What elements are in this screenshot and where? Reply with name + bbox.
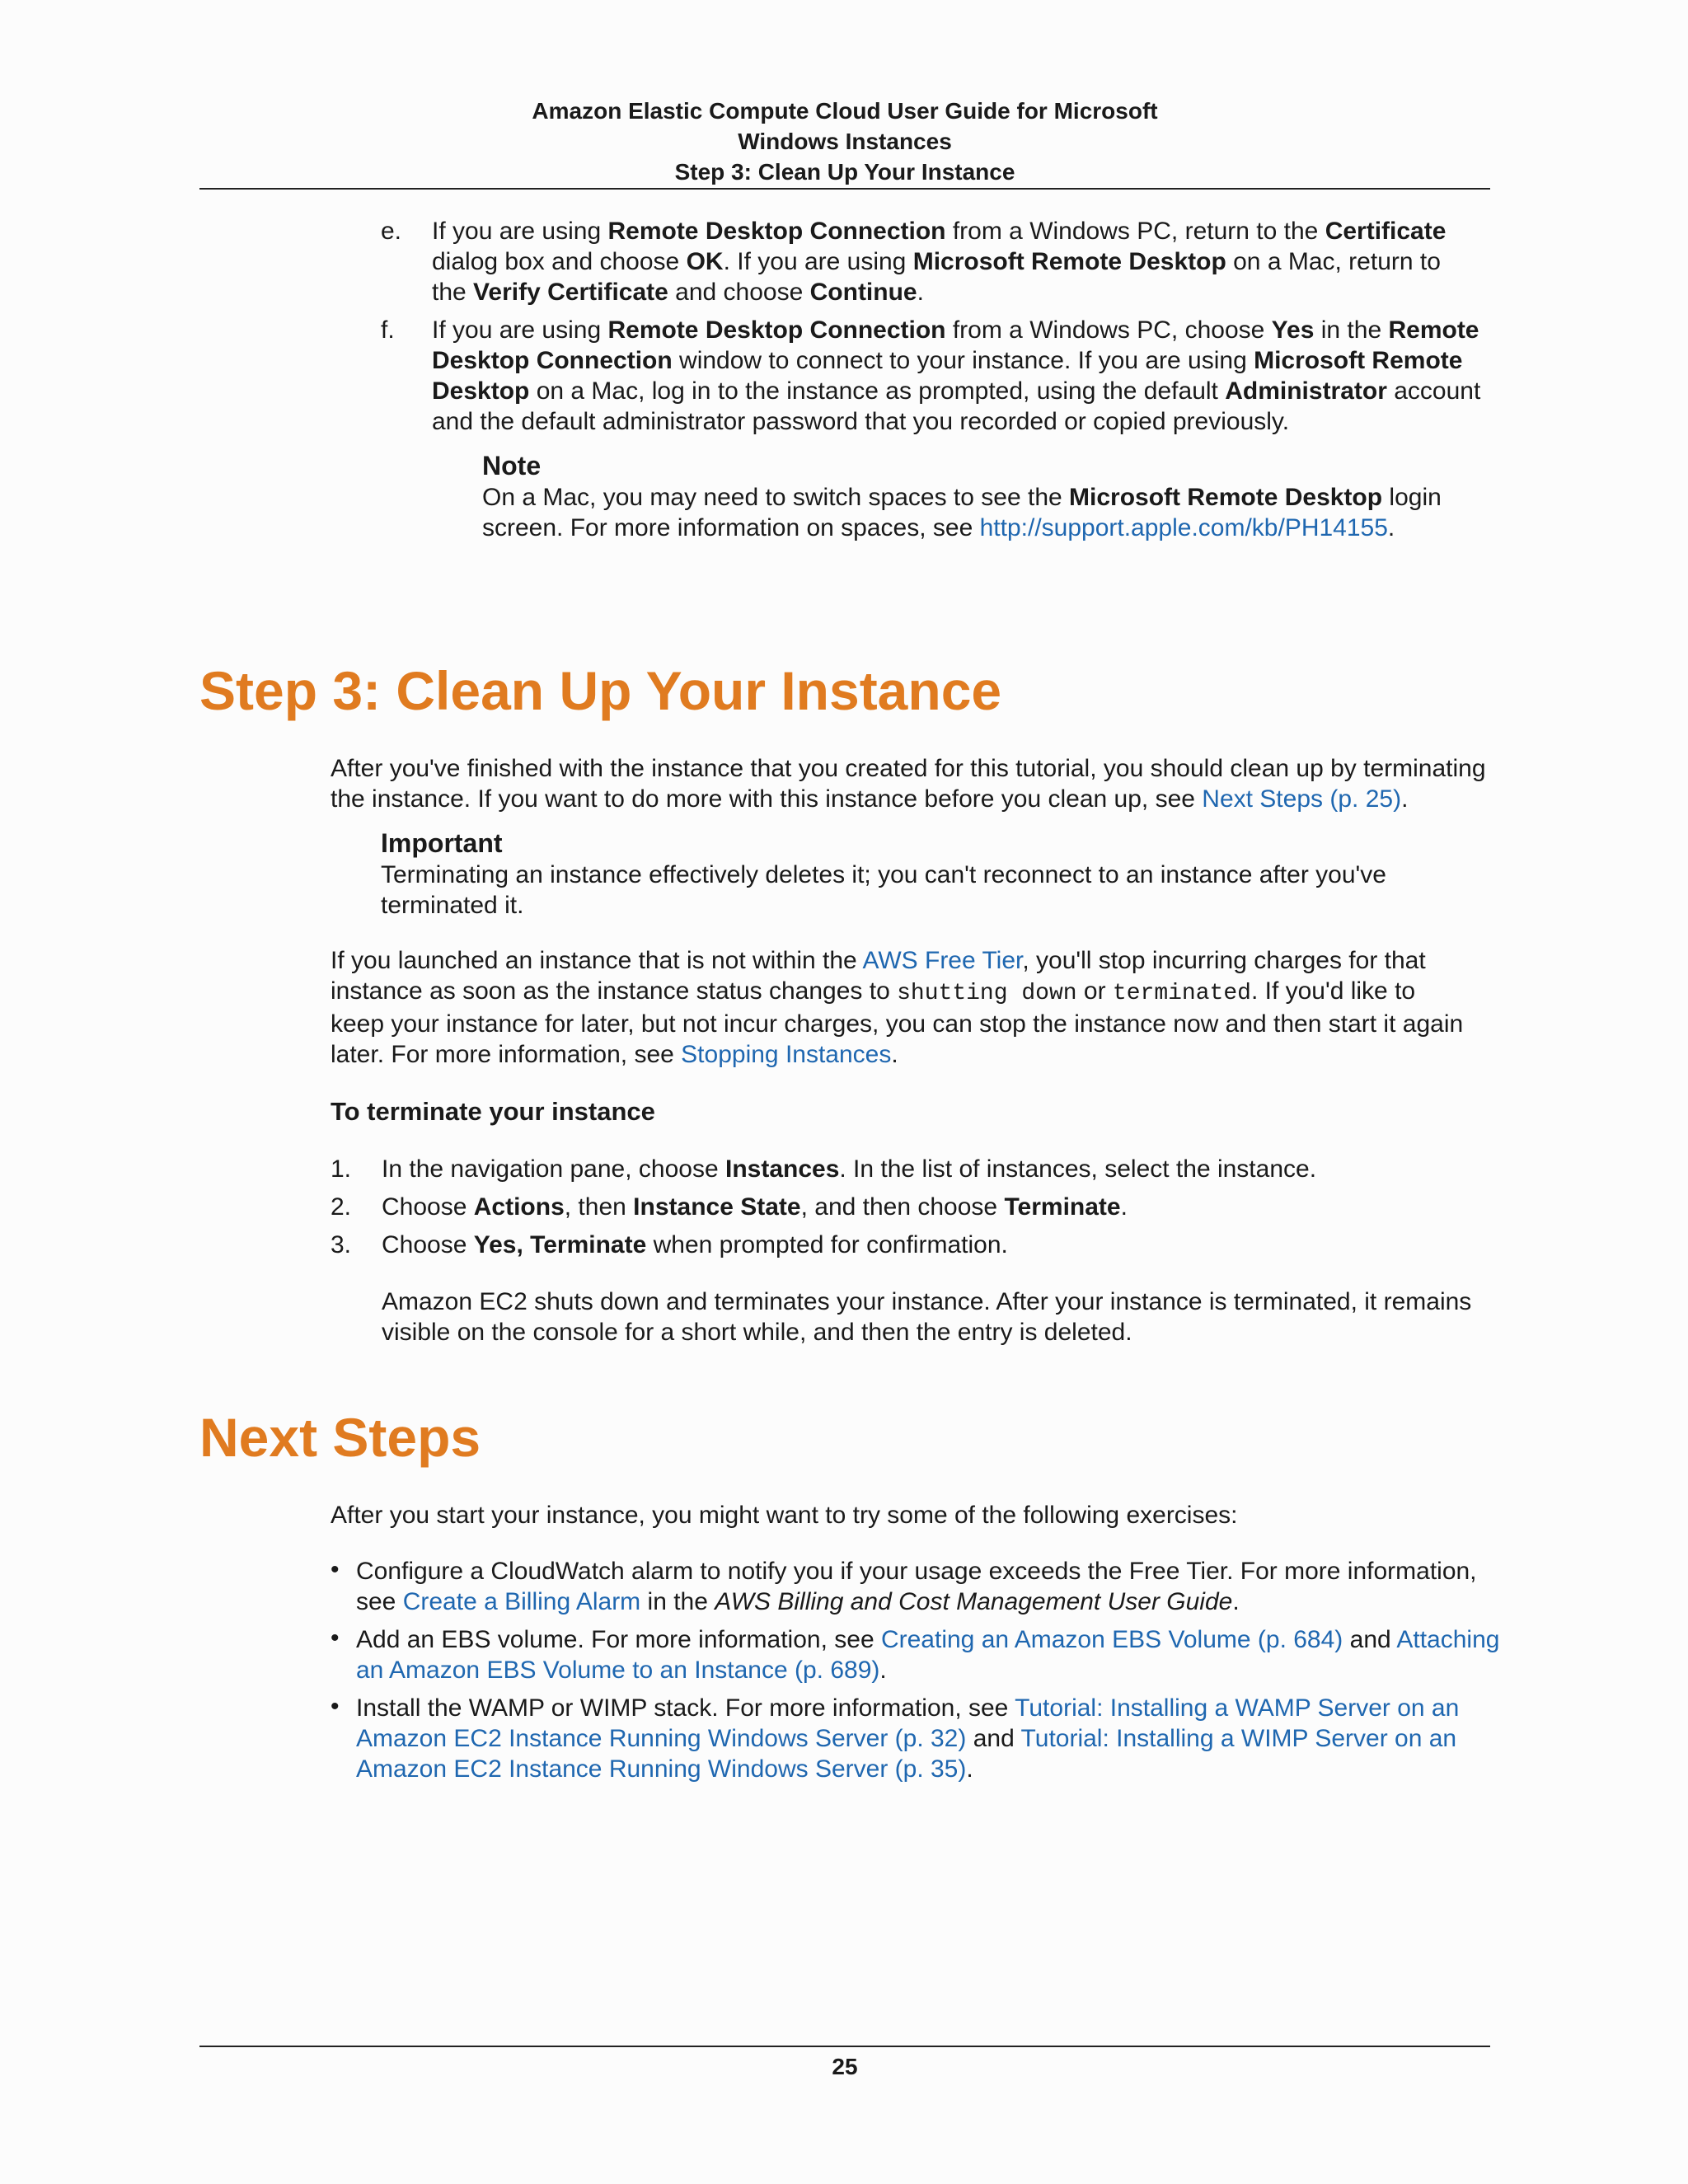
note-callout <box>482 449 1492 543</box>
header-line-2: Windows Instances <box>738 129 952 154</box>
section-title-next-steps: Next Steps <box>199 1407 481 1468</box>
wimp-tutorial-link-cont[interactable]: Amazon EC2 Instance Running Windows Server (p. 35) <box>356 1755 967 1783</box>
next-steps-link[interactable]: Next Steps (p. 25) <box>1202 785 1402 813</box>
important-title: Important <box>381 828 503 858</box>
apple-support-link[interactable]: http://support.apple.com/kb/PH14155 <box>979 514 1388 541</box>
bullet-item-billing-alarm: Configure a CloudWatch alarm to notify you if your usage exceeds the Free Tier. For more information, see Create a Billing Alarm in the AWS Billing and Cost Management User Guide. <box>356 1558 1477 1615</box>
header-rule <box>199 188 1490 190</box>
terminate-result-paragraph: Amazon EC2 shuts down and terminates your instance. After your instance is terminated, it remains visible on the console for a short while, and then the entry is deleted. <box>382 1288 1472 1346</box>
note-text: On a Mac, you may need to switch spaces to see the Microsoft Remote Desktop login screen. For more information on spaces, see http://support.apple.com/kb/PH14155. <box>482 484 1442 541</box>
aws-free-tier-link[interactable]: AWS Free Tier <box>862 947 1023 974</box>
cleanup-paragraph-1: After you've finished with the instance that you created for this tutorial, you should clean up by terminating the instance. If you want to do more with this instance before you clean up, see Next Steps (p. 25). <box>331 755 1486 813</box>
footer-rule <box>199 2046 1490 2047</box>
stopping-instances-link[interactable]: Stopping Instances <box>681 1041 892 1068</box>
step-f-marker: f. <box>381 316 395 344</box>
step-3-text: Choose Yes, Terminate when prompted for confirmation. <box>382 1231 1008 1258</box>
procedure-title: To terminate your instance <box>331 1097 655 1126</box>
wamp-tutorial-link-cont[interactable]: Amazon EC2 Instance Running Windows Server (p. 32) <box>356 1725 967 1752</box>
create-billing-alarm-link[interactable]: Create a Billing Alarm <box>402 1588 641 1615</box>
next-steps-intro: After you start your instance, you might want to try some of the following exercises: <box>331 1502 1238 1529</box>
attaching-ebs-volume-link[interactable]: Attaching <box>1396 1626 1500 1653</box>
running-header <box>199 96 1490 187</box>
step-f-text: If you are using Remote Desktop Connection from a Windows PC, choose Yes in the Remote Desktop Connection window to connect to your instance. If you are using Microsoft Remote Desktop on a Mac, log in to the instance as prompted, using the default Administrator account and the default administrator password that you recorded or copied previously. <box>432 316 1481 435</box>
note-title: Note <box>482 451 542 480</box>
bullet-marker: • <box>331 1693 340 1720</box>
code-shutting-down: shutting down <box>897 981 1077 1006</box>
step-e-marker: e. <box>381 218 402 245</box>
bullet-marker: • <box>331 1556 340 1583</box>
step-2-text: Choose Actions, then Instance State, and then choose Terminate. <box>382 1193 1128 1221</box>
cleanup-paragraph-2: If you launched an instance that is not within the AWS Free Tier, you'll stop incurring charges for that instance as soon as the instance status changes to shutting down or terminated. If you'd like to keep your instance for later, but not incur charges, you can stop the instance now and then start it again later. For more information, see Stopping Instances. <box>331 947 1464 1068</box>
bullet-item-ebs-volume: Add an EBS volume. For more information, see Creating an Amazon EBS Volume (p. 684) and Attaching an Amazon EBS Volume to an Instance (p. 689). <box>356 1626 1500 1684</box>
header-line-1: Amazon Elastic Compute Cloud User Guide for Microsoft <box>532 98 1158 124</box>
header-line-3: Step 3: Clean Up Your Instance <box>674 159 1015 185</box>
step-e-text: If you are using Remote Desktop Connection from a Windows PC, return to the Certificate dialog box and choose OK. If you are using Microsoft Remote Desktop on a Mac, return to the Verify Certificate and choose Continue. <box>432 218 1447 306</box>
bullet-marker: • <box>331 1624 340 1652</box>
section-title-cleanup: Step 3: Clean Up Your Instance <box>199 660 1002 721</box>
important-text: Terminating an instance effectively deletes it; you can't reconnect to an instance after you've terminated it. <box>381 861 1386 919</box>
important-callout <box>381 827 1493 921</box>
creating-ebs-volume-link[interactable]: Creating an Amazon EBS Volume (p. 684) <box>880 1626 1343 1653</box>
step-1-text: In the navigation pane, choose Instances. In the list of instances, select the instance. <box>382 1155 1317 1183</box>
wimp-tutorial-link[interactable]: Tutorial: Installing a WIMP Server on an <box>1020 1725 1457 1752</box>
wamp-tutorial-link[interactable]: Tutorial: Installing a WAMP Server on an <box>1015 1694 1460 1722</box>
attaching-ebs-volume-link-cont[interactable]: an Amazon EBS Volume to an Instance (p. 689) <box>356 1657 880 1684</box>
page-number: 25 <box>832 2054 858 2079</box>
step-1-number: 1. <box>331 1155 352 1183</box>
step-3-number: 3. <box>331 1231 352 1258</box>
bullet-item-wamp-wimp: Install the WAMP or WIMP stack. For more information, see Tutorial: Installing a WAMP Server on an Amazon EC2 Instance Running Windows Server (p. 32) and Tutorial: Installing a WIMP Server on an Amazon EC2 Instance Running Windows Server (p. 35). <box>356 1694 1460 1783</box>
step-2-number: 2. <box>331 1193 352 1221</box>
code-terminated: terminated <box>1112 981 1251 1006</box>
